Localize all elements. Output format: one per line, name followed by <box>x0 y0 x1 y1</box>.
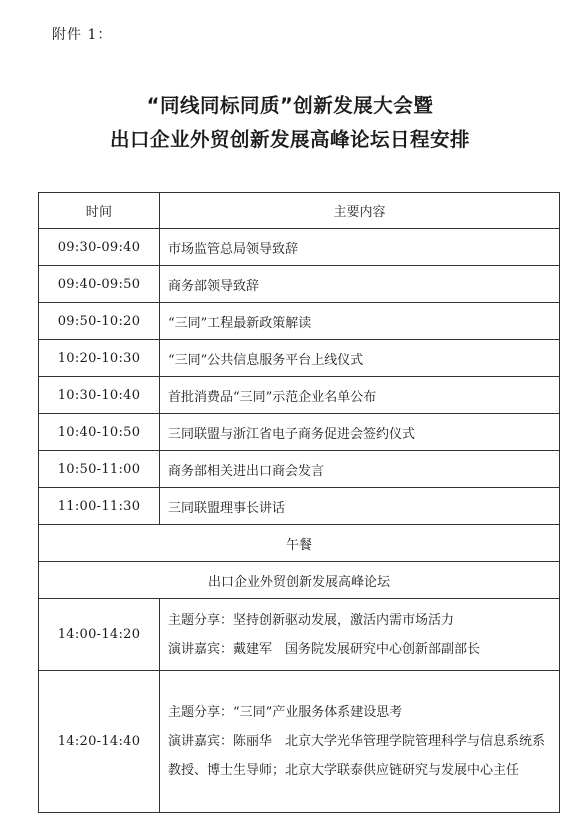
forum-row-content <box>160 671 560 813</box>
table-row <box>39 266 560 303</box>
forum-title: 出口企业外贸创新发展高峰论坛 <box>39 562 560 599</box>
row-time: 11:00-11:30 <box>39 488 160 525</box>
row-content: 商务部领导致辞 <box>160 266 560 303</box>
forum-row <box>39 599 560 671</box>
table-row <box>39 451 560 488</box>
header-content: 主要内容 <box>160 193 560 229</box>
table-row <box>39 414 560 451</box>
forum-speaker: 演讲嘉宾：陈丽华 北京大学光华管理学院管理科学与信息系统系教授、博士生导师；北京大学联泰供应链研究与发展中心主任 <box>168 734 546 778</box>
document-title-line2: 出口企业外贸创新发展高峰论坛日程安排 <box>109 128 470 151</box>
table-header-row <box>39 193 560 229</box>
row-content: 商务部相关进出口商会发言 <box>160 451 560 488</box>
forum-topic: 主题分享：坚持创新驱动发展，激活内需市场活力 <box>168 612 455 628</box>
row-content: 三同联盟与浙江省电子商务促进会签约仪式 <box>160 414 560 451</box>
table-row <box>39 340 560 377</box>
row-content: 首批消费品“三同”示范企业名单公布 <box>160 377 560 414</box>
row-content: “三同”公共信息服务平台上线仪式 <box>160 340 560 377</box>
row-content: “三同”工程最新政策解读 <box>160 303 560 340</box>
schedule-table <box>38 192 560 813</box>
forum-row-time: 14:00-14:20 <box>39 599 160 671</box>
attachment-label: 附件 1： <box>52 27 113 43</box>
row-time: 10:30-10:40 <box>39 377 160 414</box>
row-time: 10:50-11:00 <box>39 451 160 488</box>
row-content: 三同联盟理事长讲话 <box>160 488 560 525</box>
forum-title-row <box>39 562 560 599</box>
row-time: 10:20-10:30 <box>39 340 160 377</box>
forum-row-content <box>160 599 560 671</box>
forum-row-time: 14:20-14:40 <box>39 671 160 813</box>
forum-row <box>39 671 560 813</box>
document-title-line1: “同线同标同质”创新发展大会暨 <box>146 94 434 117</box>
row-content: 市场监管总局领导致辞 <box>160 229 560 266</box>
table-row <box>39 303 560 340</box>
row-time: 09:30-09:40 <box>39 229 160 266</box>
table-row <box>39 488 560 525</box>
forum-speaker: 演讲嘉宾：戴建军 国务院发展研究中心创新部副部长 <box>168 641 481 657</box>
table-row <box>39 377 560 414</box>
lunch-label: 午餐 <box>39 525 560 562</box>
forum-topic: 主题分享：“三同”产业服务体系建设思考 <box>168 705 403 720</box>
row-time: 09:50-10:20 <box>39 303 160 340</box>
lunch-row <box>39 525 560 562</box>
header-time: 时间 <box>39 193 160 229</box>
row-time: 09:40-09:50 <box>39 266 160 303</box>
table-row <box>39 229 560 266</box>
row-time: 10:40-10:50 <box>39 414 160 451</box>
